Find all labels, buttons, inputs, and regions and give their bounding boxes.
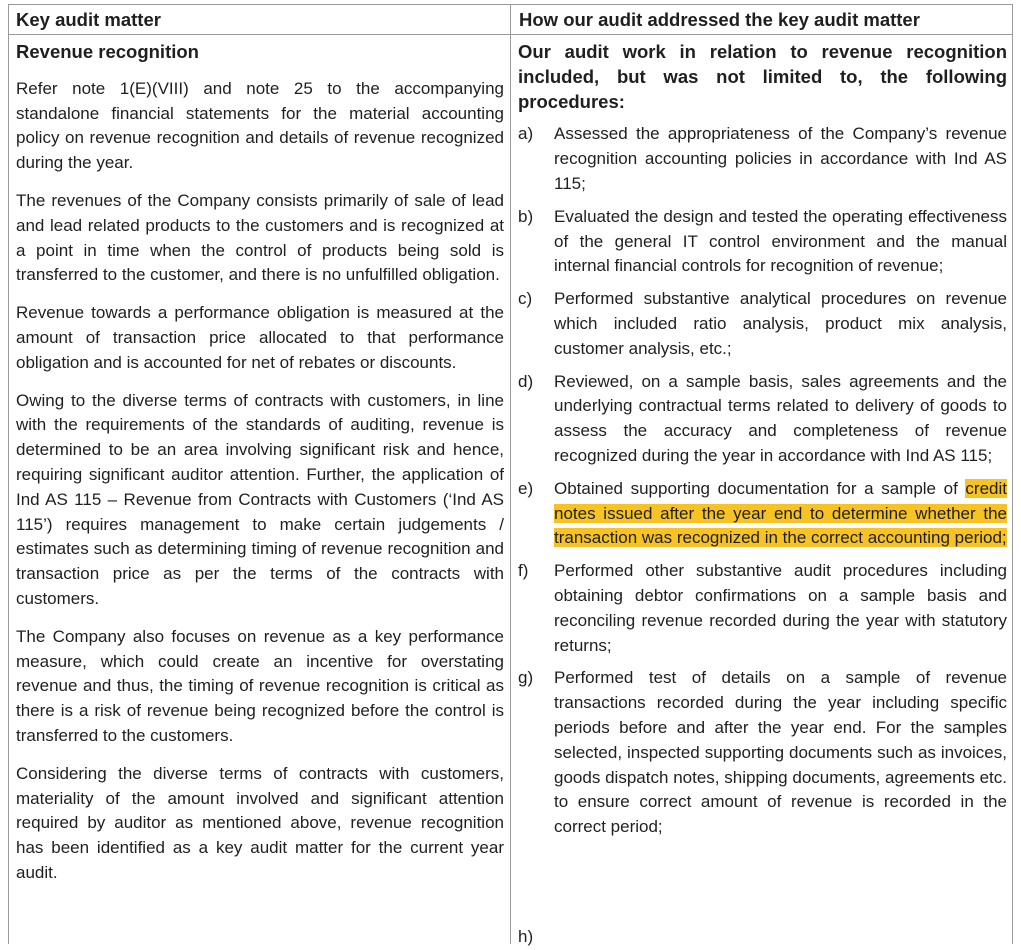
paragraph: Owing to the diverse terms of contracts with customers, in line with the requirements of the standards of auditing, revenue is determined to be an area involving significant risk and hence, requiring significant auditor attention. Further, the application of Ind AS 115 – Revenue from Contracts with Customers (‘Ind AS 115’) requires management to make certain judgements / estimates such as determining timing of revenue recognition and transaction price as per the terms of the contracts with customers. [16, 390, 504, 608]
item-marker-cut-off: h) [518, 927, 534, 946]
item-text [554, 477, 1007, 551]
right-column [518, 38, 1007, 840]
header-audit-response: How our audit addressed the key audit matter [519, 9, 920, 30]
header-key-audit-matter: Key audit matter [16, 9, 161, 30]
item-marker: f) [518, 561, 529, 581]
item-marker: a) [518, 124, 534, 144]
paragraph: Refer note 1(E)(VIII) and note 25 to the accompanying standalone financial statements for the material accounting policy on revenue recognition and details of revenue recognized during the year. [16, 78, 504, 173]
item-text-plain: Obtained supporting documentation for a sample of [554, 478, 958, 498]
matter-title: Revenue recognition [16, 41, 199, 62]
paragraph: The Company also focuses on revenue as a key performance measure, which could create an incentive for overstating revenue and thus, the timing of revenue recognition is critical as there is a risk of revenue being recognized before the control is transferred to the customers. [16, 626, 504, 745]
procedure-item [518, 287, 1007, 361]
procedure-item [518, 559, 1007, 658]
paragraph: Revenue towards a performance obligation is measured at the amount of transaction price allocated to that performance obligation and is accounted for net of rebates or discounts. [16, 303, 504, 372]
item-text: Performed other substantive audit procedures including obtaining debtor confirmations on a sample basis and reconciling revenue recorded during the year with statutory returns; [554, 561, 1007, 655]
procedure-item [518, 370, 1007, 469]
left-column [16, 38, 504, 886]
highlighted-text: credit notes issued after the year end to determine whether the transaction was recognized in the correct accounting period; [554, 478, 1007, 548]
item-marker: g) [518, 668, 534, 688]
item-text: Assessed the appropriateness of the Company’s revenue recognition accounting policies in accordance with Ind AS 115; [554, 124, 1007, 193]
item-marker: c) [518, 289, 533, 309]
procedures-intro: Our audit work in relation to revenue recognition included, but was not limited to, the following procedures: [518, 41, 1007, 112]
item-text: Performed test of details on a sample of revenue transactions recorded during the year including specific periods before and after the year end. For the samples selected, inspected supporting documents such as invoices, goods dispatch notes, shipping documents, agreements etc. to ensure correct amount of revenue is recorded in the correct period; [554, 668, 1007, 837]
item-marker: b) [518, 206, 534, 226]
item-text: Evaluated the design and tested the operating effectiveness of the general IT control environment and the manual internal financial controls for recognition of revenue; [554, 206, 1007, 276]
item-text: Performed substantive analytical procedures on revenue which included ratio analysis, product mix analysis, customer analysis, etc.; [554, 289, 1007, 358]
column-divider [510, 4, 511, 944]
header-divider [8, 34, 1013, 35]
paragraph: The revenues of the Company consists primarily of sale of lead and lead related products to the customers and is recognized at a point in time when the control of products being sold is transferred to the customer, and there is no unfulfilled obligation. [16, 190, 504, 285]
paragraph: Considering the diverse terms of contracts with customers, materiality of the amount involved and significant attention required by auditor as mentioned above, revenue recognition has been identified as a key audit matter for the current year audit. [16, 763, 504, 882]
item-text: Reviewed, on a sample basis, sales agreements and the underlying contractual terms related to delivery of goods to assess the accuracy and completeness of revenue recognized during the year in accordance with Ind AS 115; [554, 371, 1007, 465]
procedure-item [518, 477, 1007, 551]
procedure-item [518, 122, 1007, 196]
item-marker: e) [518, 478, 534, 498]
procedure-item [518, 205, 1007, 279]
item-marker: d) [518, 371, 534, 391]
procedure-item [518, 666, 1007, 840]
